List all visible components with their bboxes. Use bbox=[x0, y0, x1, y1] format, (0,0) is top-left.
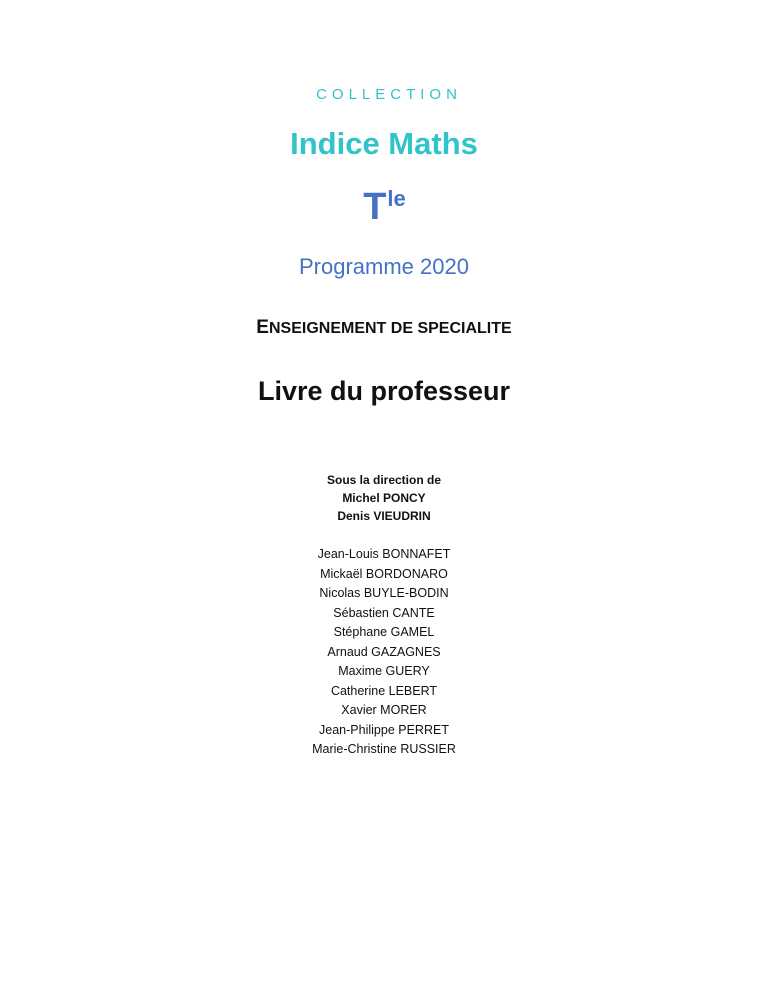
author-name: Nicolas BUYLE-BODIN bbox=[319, 586, 449, 600]
author-name: Stéphane GAMEL bbox=[333, 625, 435, 639]
author-name: Mickaël BORDONARO bbox=[320, 566, 448, 581]
collection-label: COLLECTION bbox=[316, 86, 462, 103]
author-name: Marie-Christine RUSSIER bbox=[312, 742, 456, 756]
enseignement-rest: NSEIGNEMENT DE SPECIALITE bbox=[268, 320, 512, 337]
director-name: Michel PONCY bbox=[342, 491, 426, 505]
author-name: Xavier MORER bbox=[341, 703, 427, 717]
enseignement-heading bbox=[0, 317, 768, 339]
author-name: Maxime GUERY bbox=[338, 664, 430, 678]
director-name: Denis VIEUDRIN bbox=[337, 509, 431, 523]
direction-label: Sous la direction de bbox=[326, 473, 442, 487]
direction-block bbox=[0, 471, 768, 525]
author-name: Jean-Philippe PERRET bbox=[319, 722, 449, 737]
author-name: Catherine LEBERT bbox=[330, 683, 438, 698]
author-name: Arnaud GAZAGNES bbox=[327, 644, 441, 659]
author-name: Jean-Louis BONNAFET bbox=[317, 547, 451, 561]
enseignement-initial: E bbox=[256, 317, 269, 338]
grade-level bbox=[0, 188, 768, 226]
book-type-title: Livre du professeur bbox=[257, 376, 511, 406]
collection-title: Indice Maths bbox=[290, 126, 478, 161]
author-name: Sébastien CANTE bbox=[333, 605, 435, 620]
authors-list bbox=[0, 545, 768, 760]
grade-level-base: T bbox=[363, 186, 387, 228]
grade-level-superscript: le bbox=[387, 186, 406, 211]
programme-year: Programme 2020 bbox=[299, 254, 469, 279]
